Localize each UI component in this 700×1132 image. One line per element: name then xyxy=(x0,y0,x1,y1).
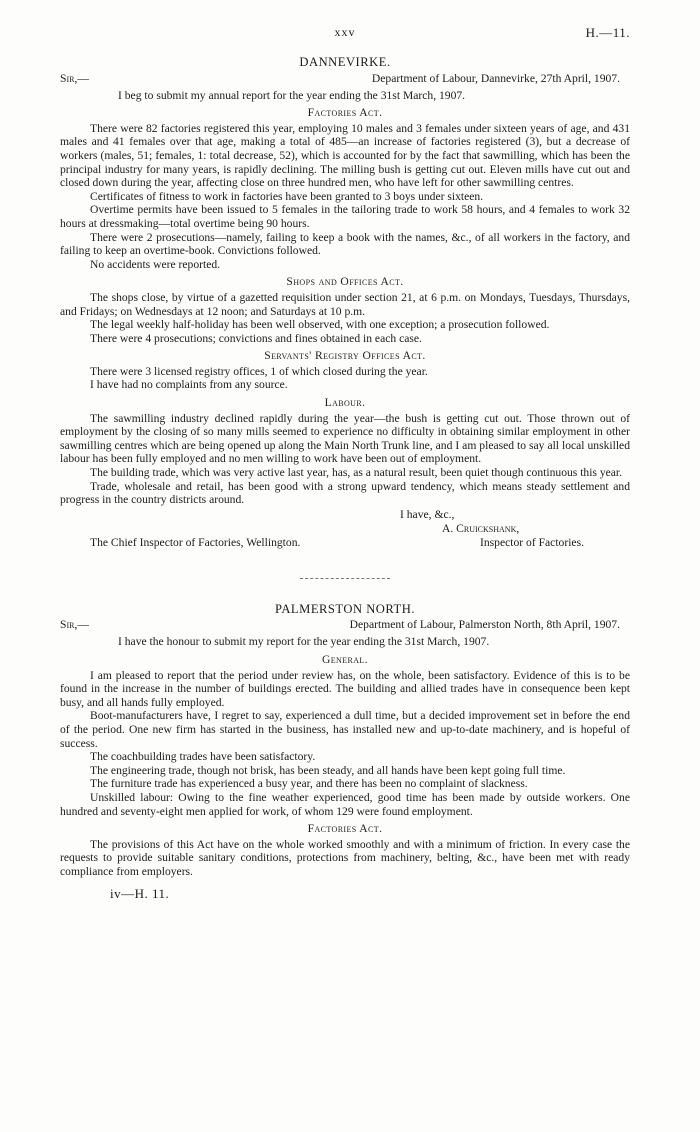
paragraph: The furniture trade has experienced a busy year, and there has been no complaint of slackness. xyxy=(90,777,528,791)
paragraph: There were 2 prosecutions—namely, failing to keep a book with the names, &c., of all workers in the factory, and failing to keep an overtime-book. Convictions followed. xyxy=(60,230,630,258)
paragraph: Certificates of fitness to work in factories have been granted to 3 boys under sixteen. xyxy=(90,189,484,203)
document-page xyxy=(60,26,630,900)
closing: I have, &c., xyxy=(400,507,455,521)
dannevirke-report xyxy=(60,56,630,550)
paragraph: There were 3 licensed registry offices, 1 of which closed during the year. xyxy=(90,364,428,378)
paragraph: The sawmilling industry declined rapidly during the year—the bush is getting cut out. Those thrown out of employment by the closing of so many mills seemed to experience no difficulty in obtaining similar employment in other sawmilling centres which are being opened up along the Main North Trunk line, and I am pleased to say all local unskilled labour has been fully employed and no men willing to work have been out of employment. xyxy=(60,411,630,466)
section-heading: Labour. xyxy=(324,396,366,410)
paragraph: No accidents were reported. xyxy=(90,257,221,271)
dateline: Department of Labour, Dannevirke, 27th April, 1907. xyxy=(371,71,620,85)
paragraph: The coachbuilding trades have been satisfactory. xyxy=(90,750,316,764)
section-heading: Factories Act. xyxy=(307,106,383,120)
paragraph: There were 4 prosecutions; convictions and fines obtained in each case. xyxy=(90,331,422,345)
page-header xyxy=(60,26,630,50)
report-code: H.—11. xyxy=(585,25,630,40)
addressee: The Chief Inspector of Factories, Wellington. xyxy=(90,535,301,549)
salutation-line xyxy=(60,72,630,87)
paragraph: There were 82 factories registered this year, employing 10 males and 3 females under sixteen years of age, and 431 males and 41 females over that age, making a total of 485—an increase of factories registered (3), but a decrease of workers (males, 51; females, 1: total decrease, 52), which is accounted for by the fact that sawmilling, which has been the principal industry for many years, is rapidly declining. The milling bush is getting cut out. Eleven mills have cut out and closed down during the year, affecting close on three hundred men, who have left for other sawmilling centres. xyxy=(60,121,630,190)
paragraph: I have had no complaints from any source. xyxy=(90,378,288,392)
paragraph: The building trade, which was very active last year, has, as a natural result, been quiet though continuous this year. xyxy=(90,466,623,480)
paragraph: The engineering trade, though not brisk, has been steady, and all hands have been kept going full time. xyxy=(90,763,566,777)
signer-title: Inspector of Factories. xyxy=(480,535,584,549)
place-heading: PALMERSTON NORTH. xyxy=(274,601,415,616)
dateline: Department of Labour, Palmerston North, 8th April, 1907. xyxy=(349,618,620,632)
intro-line: I beg to submit my annual report for the year ending the 31st March, 1907. xyxy=(118,88,466,102)
salutation: Sir,— xyxy=(60,71,89,85)
paragraph: Boot-manufacturers have, I regret to say, experienced a dull time, but a decided improvement set in before the end of the period. One new firm has started in the business, has installed new and up-to-date machinery, and is hopeful of success. xyxy=(60,709,630,750)
section-heading: Factories Act. xyxy=(307,822,383,836)
section-heading: Shops and Offices Act. xyxy=(286,275,404,289)
paragraph: I am pleased to report that the period under review has, on the whole, been satisfactory. Evidence of this is to be found in the increase in the number of buildings erected. The building and allied trades have in consequence been kept busy, and all hands fully employed. xyxy=(60,668,630,709)
signature-block xyxy=(60,508,630,550)
place-heading: DANNEVIRKE. xyxy=(299,55,391,69)
signature-mark: iv—H. 11. xyxy=(110,885,170,901)
section-heading: Servants' Registry Offices Act. xyxy=(264,349,426,363)
paragraph: Trade, wholesale and retail, has been good with a strong upward tendency, which means steady settlement and progress in the country districts around. xyxy=(60,479,630,507)
salutation: Sir,— xyxy=(60,618,89,632)
palmerston-north-report xyxy=(60,603,630,879)
salutation-line xyxy=(60,618,630,633)
paragraph: The legal weekly half-holiday has been well observed, with one exception; a prosecution followed. xyxy=(90,318,550,332)
paragraph: The shops close, by virtue of a gazetted requisition under section 21, at 6 p.m. on Mondays, Tuesdays, Thursdays, and Fridays; on Wednesdays at 12 noon; and Saturdays at 10 p.m. xyxy=(60,290,630,318)
intro-line: I have the honour to submit my report for the year ending the 31st March, 1907. xyxy=(118,635,490,649)
signer-name: A. Cruickshank, xyxy=(442,521,520,535)
section-heading: General. xyxy=(321,653,369,666)
paragraph: Overtime permits have been issued to 5 females in the tailoring trade to work 58 hours, and 4 females to work 32 hours at dressmaking—total overtime being 90 hours. xyxy=(60,203,630,230)
section-divider xyxy=(300,578,390,579)
paragraph: The provisions of this Act have on the whole worked smoothly and with a minimum of friction. In every case the requests to provide suitable sanitary conditions, protections from machinery, belting, &c., have been met with ready compliance from employers. xyxy=(60,837,630,878)
page-number: xxv xyxy=(334,25,356,39)
paragraph: Unskilled labour: Owing to the fine weather experienced, good time has been made by outside workers. One hundred and seventy-eight men applied for work, of whom 129 were found employment. xyxy=(60,790,630,818)
